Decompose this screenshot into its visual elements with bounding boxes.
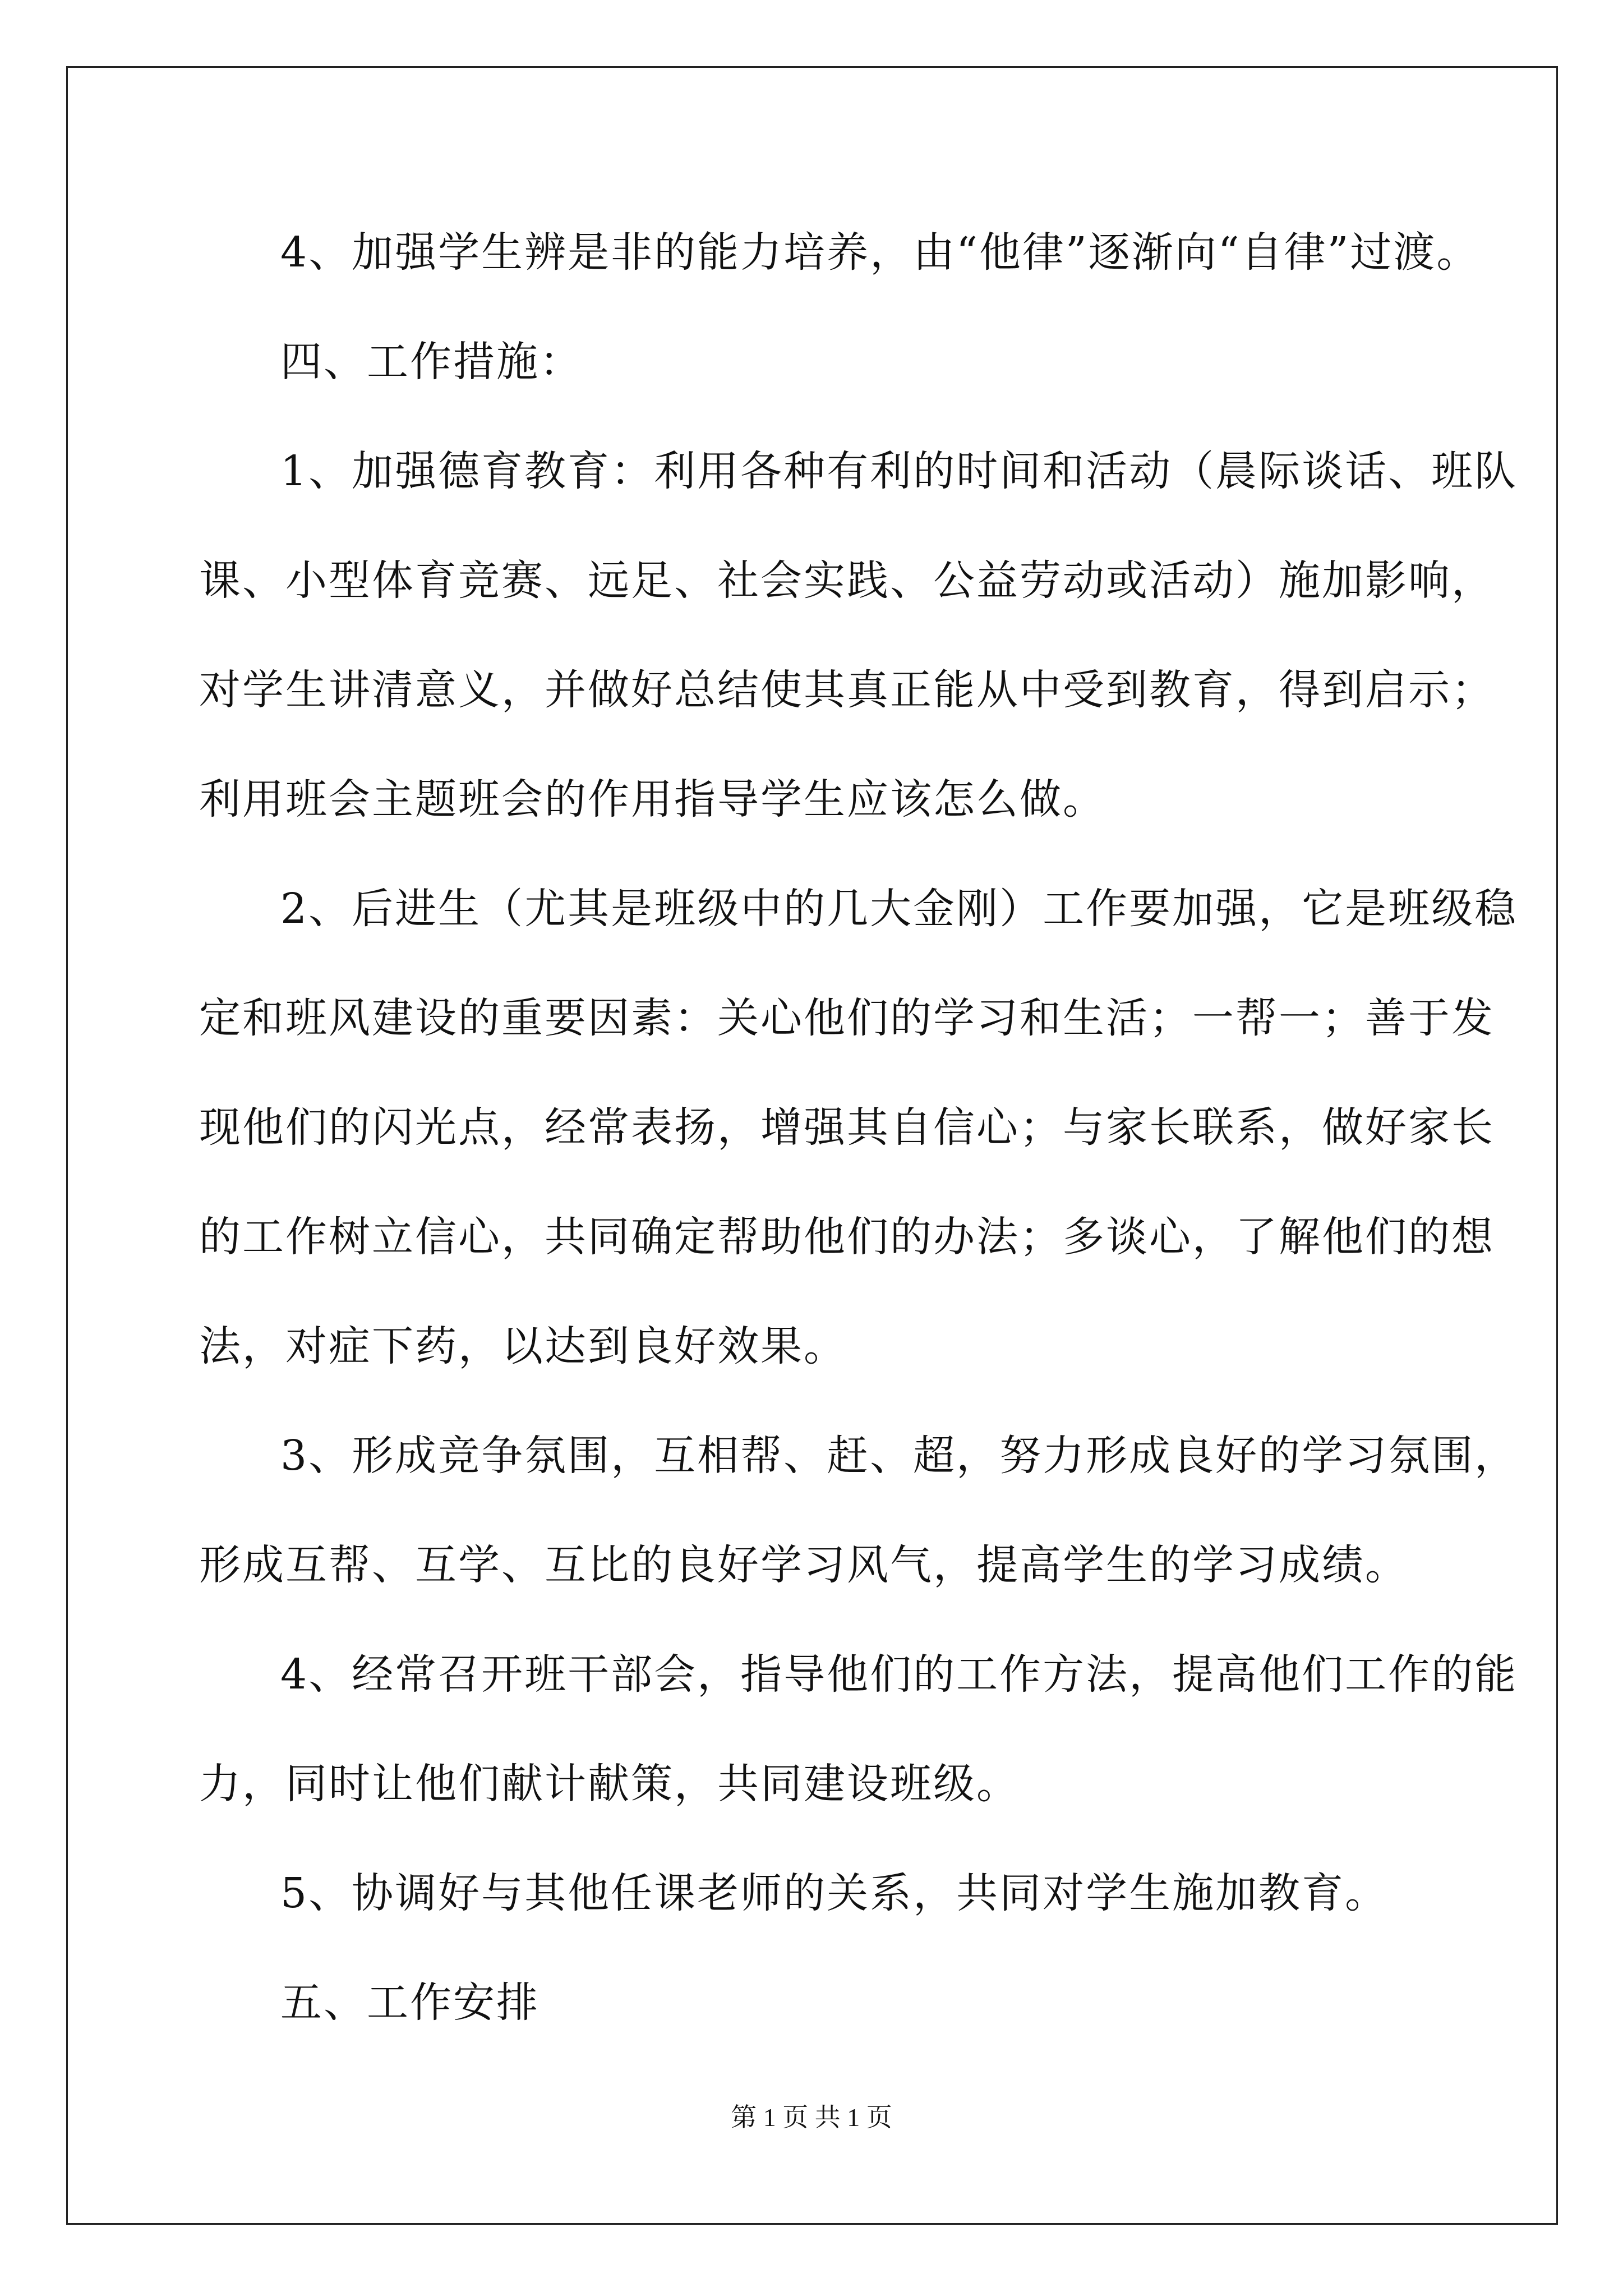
paragraph-line: 1、加强德育教育：利用各种有利的时间和活动（晨际谈话、班队 — [280, 447, 1518, 495]
paragraph-line: 课、小型体育竞赛、远足、社会实践、公益劳动或活动）施加影响， — [199, 556, 1495, 605]
page-footer: 第 1 页 共 1 页 — [731, 2103, 892, 2132]
paragraph-line: 法，对症下药，以达到良好效果。 — [199, 1322, 847, 1370]
paragraph-line: 利用班会主题班会的作用指导学生应该怎么做。 — [199, 775, 1106, 823]
paragraph-line: 3、形成竞争氛围，互相帮、赶、超，努力形成良好的学习氛围， — [280, 1432, 1518, 1480]
paragraph-line: 对学生讲清意义，并做好总结使其真正能从中受到教育，得到启示； — [199, 666, 1495, 714]
paragraph-line: 5、协调好与其他任课老师的关系，共同对学生施加教育。 — [280, 1869, 1389, 1917]
paragraph-line: 的工作树立信心，共同确定帮助他们的办法；多谈心，了解他们的想 — [199, 1213, 1495, 1261]
paragraph-line: 4、加强学生辨是非的能力培养，由“他律”逐渐向“自律”过渡。 — [280, 228, 1480, 277]
paragraph-line: 形成互帮、互学、互比的良好学习风气，提高学生的学习成绩。 — [199, 1541, 1408, 1589]
section-heading: 五、工作安排 — [280, 1978, 540, 2027]
paragraph-line: 4、经常召开班干部会，指导他们的工作方法，提高他们工作的能 — [280, 1650, 1518, 1699]
paragraph-line: 现他们的闪光点，经常表扬，增强其自信心；与家长联系，做好家长 — [199, 1103, 1495, 1152]
paragraph-line: 2、后进生（尤其是班级中的几大金刚）工作要加强，它是班级稳 — [280, 885, 1518, 933]
paragraph-line: 力，同时让他们献计献策，共同建设班级。 — [199, 1760, 1020, 1808]
paragraph-line: 定和班风建设的重要因素：关心他们的学习和生活；一帮一；善于发 — [199, 994, 1495, 1042]
section-heading: 四、工作措施： — [280, 338, 583, 386]
